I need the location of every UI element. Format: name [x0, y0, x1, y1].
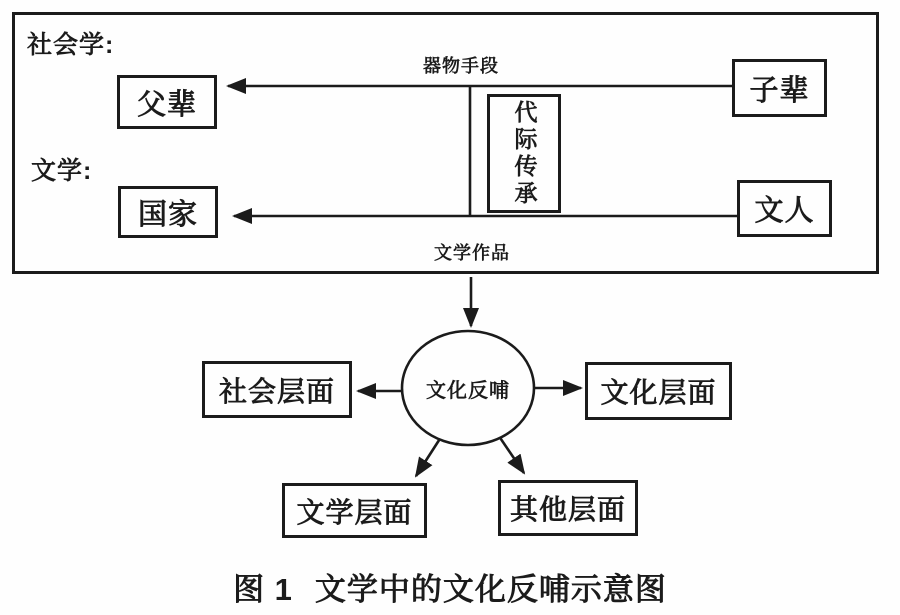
branch-culture-box: 文化层面	[585, 362, 732, 420]
node-intergenerational-box	[487, 94, 561, 213]
node-child-box: 子辈	[732, 59, 827, 117]
hub-label: 文化反哺	[426, 379, 510, 402]
edge-label-works: 文学作品	[434, 243, 510, 263]
caption-title: 文学中的文化反哺示意图	[314, 572, 667, 607]
node-literati-box: 文人	[737, 180, 832, 237]
row-label-literature: 文学:	[31, 157, 93, 185]
edge-label-means: 器物手段	[423, 56, 499, 76]
branch-other-box: 其他层面	[498, 480, 638, 536]
caption-number: 图 1	[233, 572, 293, 607]
node-intergenerational-label: 代际传承	[511, 99, 538, 208]
figure-caption	[0, 564, 900, 609]
row-label-sociology: 社会学:	[27, 31, 115, 59]
node-nation-box: 国家	[118, 186, 218, 238]
branch-social-box: 社会层面	[202, 361, 352, 418]
node-father-box: 父辈	[117, 75, 217, 129]
branch-literature-box: 文学层面	[282, 483, 427, 538]
